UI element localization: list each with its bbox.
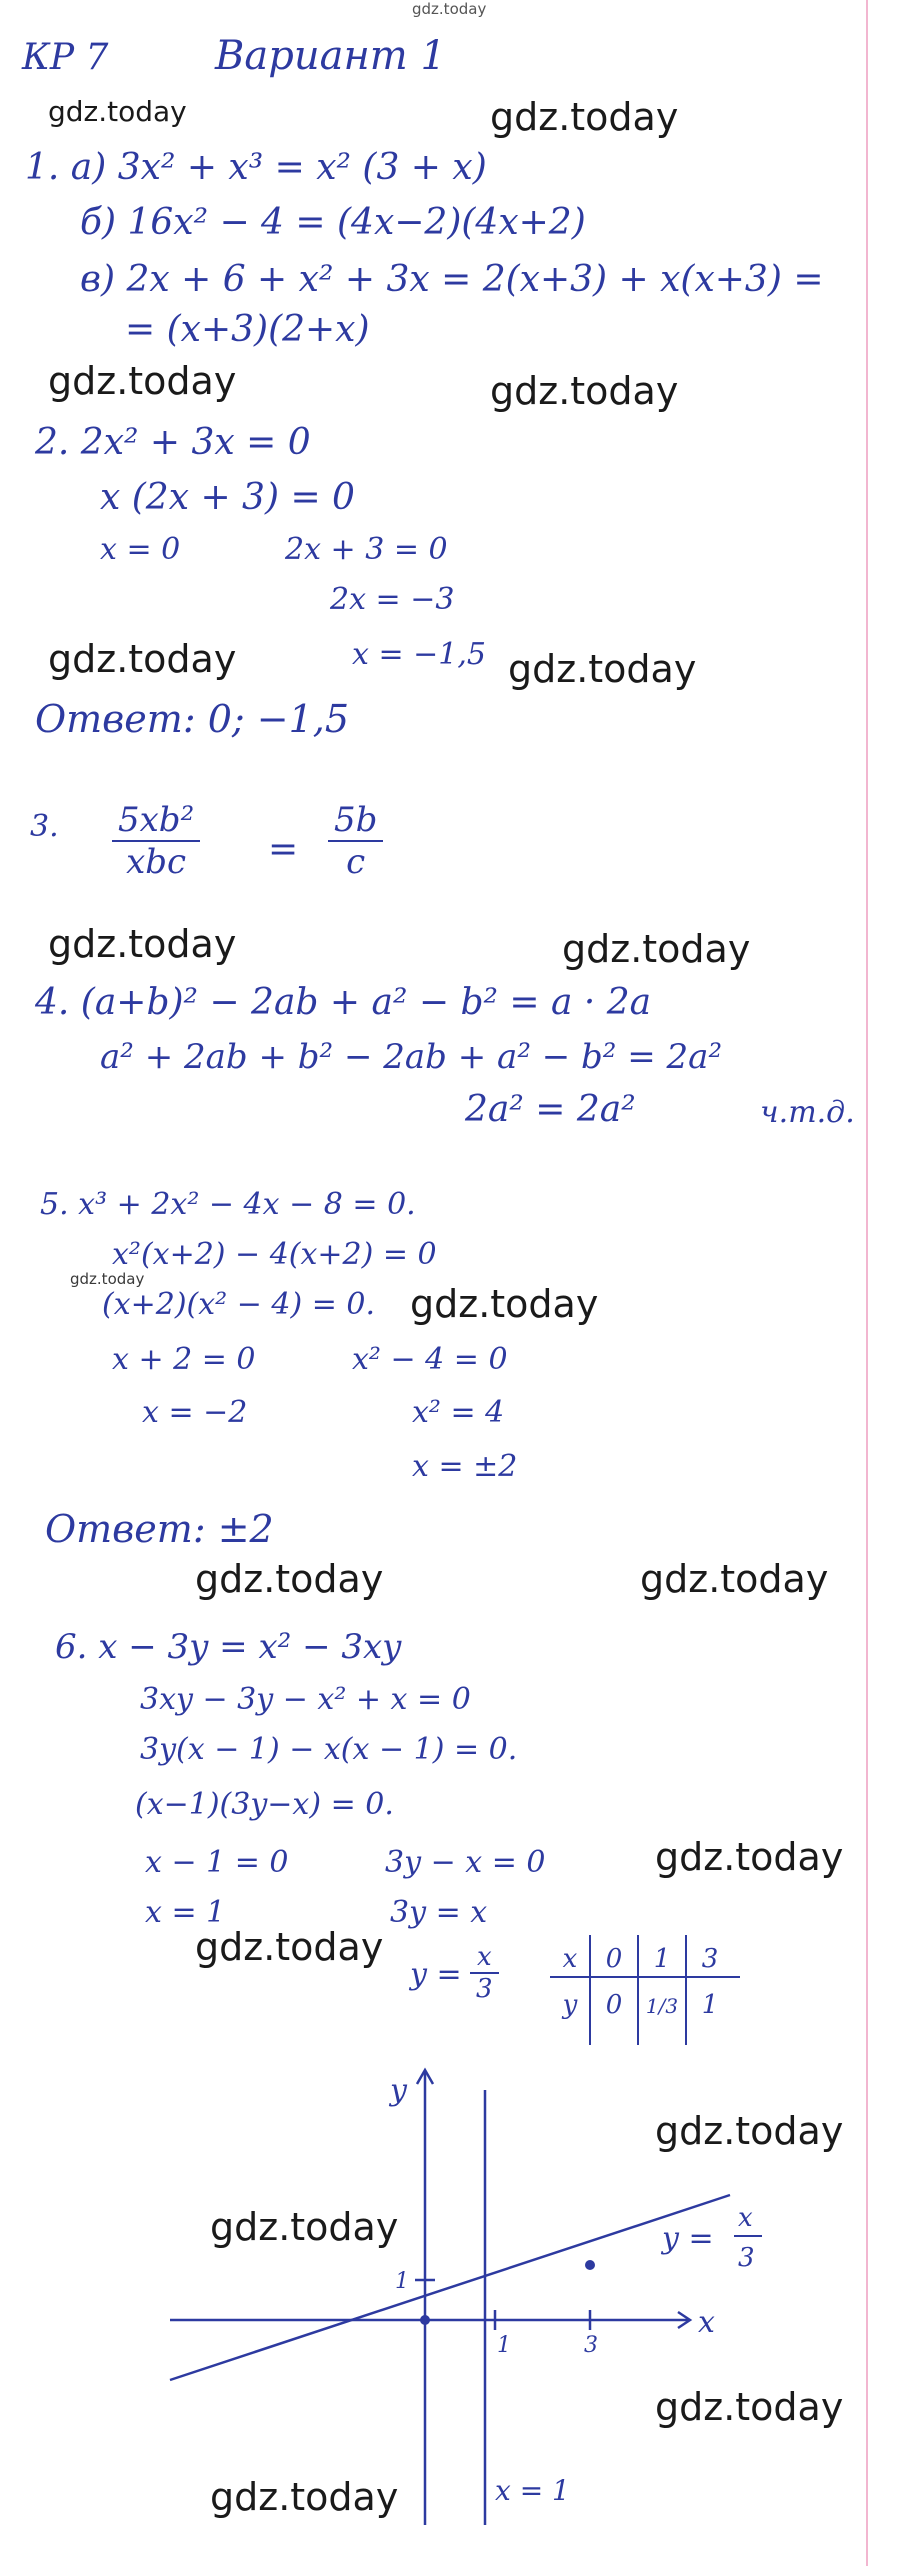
table-y-value: 1/3 (645, 1994, 679, 2018)
graph (150, 2060, 850, 2540)
task6-y-denominator: 3 (476, 1974, 493, 2004)
task2-line2: x (2x + 3) = 0 (100, 477, 355, 518)
task6-line4: (x−1)(3y−x) = 0. (135, 1787, 394, 1822)
task4-line1: 4. (a+b)² − 2ab + a² − b² = a · 2a (35, 982, 652, 1023)
task4-qed: ч.т.д. (760, 1095, 855, 1130)
line-label-denominator: 3 (738, 2243, 755, 2273)
task6-line3: 3y(x − 1) − x(x − 1) = 0. (140, 1732, 518, 1767)
watermark: gdz.today (48, 637, 237, 681)
task5-line3: (x+2)(x² − 4) = 0. (102, 1287, 376, 1322)
watermark: gdz.today (412, 0, 487, 18)
task5-answer: Ответ: ±2 (45, 1507, 274, 1551)
work-number: КР 7 (22, 37, 109, 78)
task2-line3a: x = 0 (100, 532, 181, 567)
line-label-numerator: x (738, 2203, 753, 2233)
x-axis-label: x (698, 2305, 715, 2340)
task3-right-fraction (328, 800, 383, 882)
task6-line1: 6. x − 3y = x² − 3xy (55, 1627, 402, 1667)
task3-left-fraction (112, 800, 200, 882)
value-table (550, 1935, 750, 2050)
table-y-value: 0 (605, 1990, 623, 2020)
task6-line5b: 3y − x = 0 (385, 1845, 546, 1880)
task3-left-denominator: xbc (126, 842, 187, 882)
y-axis-label: y (390, 2073, 407, 2108)
task1-a: 1. а) 3x² + x³ = x² (3 + x) (25, 147, 487, 188)
table-y-label: y (562, 1990, 578, 2020)
task5-line5a: x = −2 (142, 1395, 248, 1430)
task2-line1: 2. 2x² + 3x = 0 (35, 422, 311, 463)
task3-right-numerator: 5b (328, 800, 383, 842)
task3-equals: = (268, 829, 299, 870)
task4-line2: a² + 2ab + b² − 2ab + a² − b² = 2a² (100, 1037, 723, 1077)
watermark: gdz.today (490, 369, 679, 413)
watermark: gdz.today (195, 1925, 384, 1969)
watermark: gdz.today (410, 1282, 599, 1326)
origin-point (420, 2315, 430, 2325)
task5-line2: x²(x+2) − 4(x+2) = 0 (112, 1237, 437, 1272)
watermark: gdz.today (490, 95, 679, 139)
watermark: gdz.today (48, 922, 237, 966)
tick-x3-label: 3 (584, 2333, 598, 2358)
task2-line5: x = −1,5 (352, 637, 486, 672)
watermark: gdz.today (195, 1557, 384, 1601)
table-y-value: 1 (701, 1990, 719, 2020)
task2-answer: Ответ: 0; −1,5 (35, 697, 350, 741)
table-x-value: 1 (653, 1944, 671, 1974)
watermark: gdz.today (210, 2205, 399, 2249)
task5-line6: x = ±2 (412, 1449, 518, 1484)
task5-line1: 5. x³ + 2x² − 4x − 8 = 0. (40, 1187, 416, 1222)
watermark: gdz.today (508, 647, 697, 691)
task6-y-fraction (470, 1942, 499, 2004)
watermark: gdz.today (640, 1557, 829, 1601)
watermark: gdz.today (48, 359, 237, 403)
vertical-line-label: x = 1 (495, 2474, 570, 2507)
task6-y-label: y = (410, 1957, 462, 1992)
task6-line6a: x = 1 (145, 1895, 226, 1930)
task1-v: в) 2x + 6 + x² + 3x = 2(x+3) + x(x+3) = (80, 259, 824, 300)
watermark: gdz.today (655, 1835, 844, 1879)
watermark: gdz.today (210, 2475, 399, 2519)
line-y-x-over-3 (170, 2195, 730, 2380)
task6-line6b: 3y = x (390, 1895, 488, 1930)
task6-line2: 3xy − 3y − x² + x = 0 (140, 1682, 471, 1717)
tick-x1-label: 1 (497, 2333, 511, 2358)
tick-y1-label: 1 (395, 2269, 409, 2294)
task3-number: 3. (30, 809, 59, 844)
watermark: gdz.today (655, 2385, 844, 2429)
table-x-value: 0 (605, 1944, 623, 1974)
variant-title: Вариант 1 (215, 33, 446, 79)
table-x-label: x (562, 1944, 578, 1974)
task1-v-cont: = (x+3)(2+x) (125, 309, 370, 350)
task4-line3: 2a² = 2a² (465, 1089, 636, 1130)
task3-left-numerator: 5xb² (112, 800, 200, 842)
line-label: y = (662, 2221, 714, 2256)
task5-line4b: x² − 4 = 0 (352, 1342, 508, 1377)
task6-y-numerator: x (470, 1942, 499, 1974)
watermark: gdz.today (562, 927, 751, 971)
task6-line5a: x − 1 = 0 (145, 1845, 289, 1880)
task2-line4: 2x = −3 (330, 582, 455, 617)
watermark: gdz.today (655, 2109, 844, 2153)
task5-line5b: x² = 4 (412, 1395, 505, 1430)
margin-line (866, 0, 868, 2566)
table-x-value: 3 (701, 1944, 719, 1974)
point-3-1 (585, 2260, 595, 2270)
task2-line3b: 2x + 3 = 0 (285, 532, 448, 567)
task5-line4a: x + 2 = 0 (112, 1342, 256, 1377)
watermark: gdz.today (48, 95, 187, 128)
task1-b: б) 16x² − 4 = (4x−2)(4x+2) (80, 202, 586, 243)
task3-right-denominator: c (346, 842, 366, 882)
watermark: gdz.today (70, 1270, 145, 1288)
